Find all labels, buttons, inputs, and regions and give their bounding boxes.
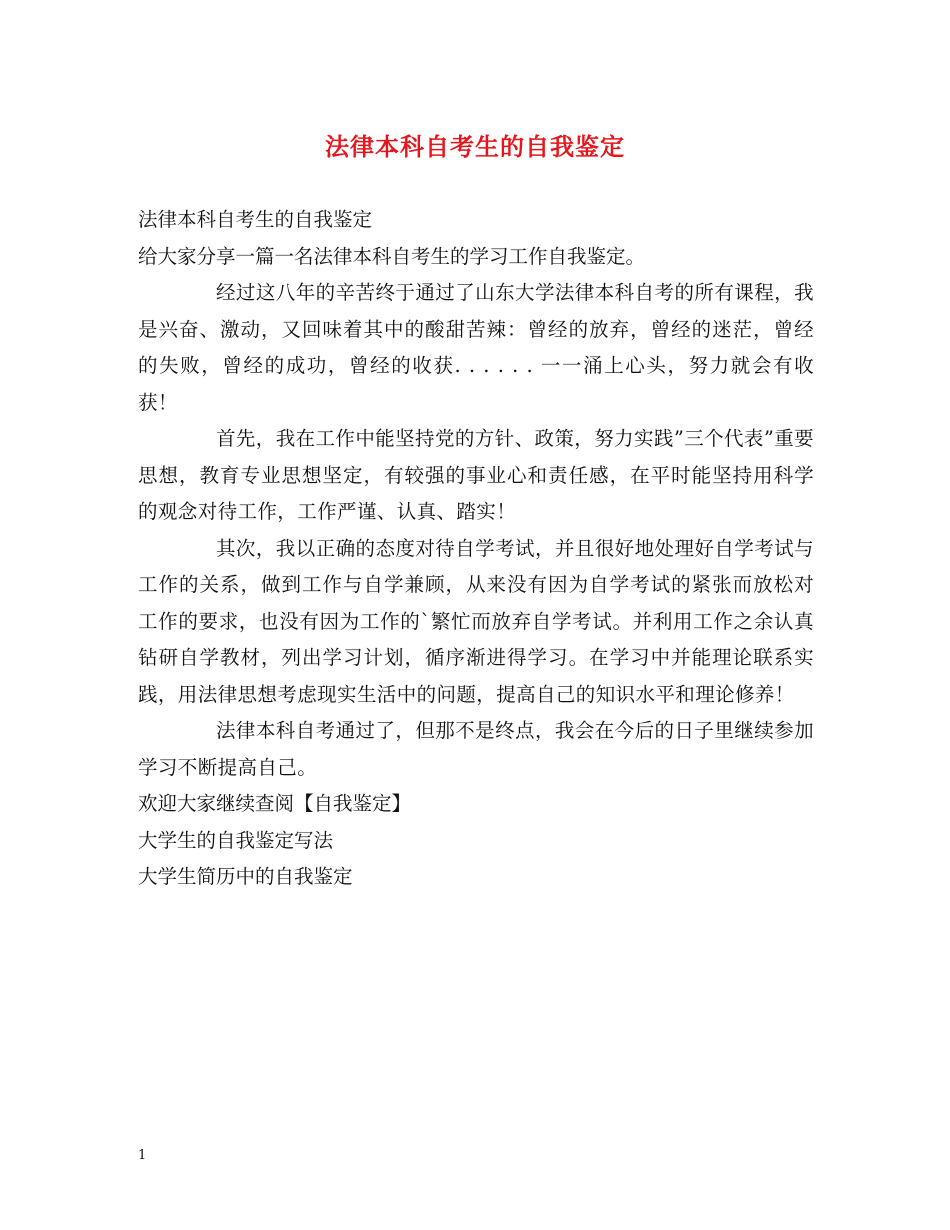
related-link-2[interactable]: 大学生的自我鉴定写法 bbox=[138, 828, 334, 852]
paragraph-4: 法律本科自考通过了，但那不是终点，我会在今后的日子里继续参加学习不断提高自己。 bbox=[138, 719, 814, 779]
paragraph-3: 其次，我以正确的态度对待自学考试，并且很好地处理好自学考试与工作的关系，做到工作与自学兼顾，从来没有因为自学考试的紧张而放松对工作的要求，也没有因为工作的`繁忙而放弃自学考试。并利用工作之余认真钻研自学教材，列出学习计划，循序渐进得学习。在学习中并能理论联系实践，用法律思想考虑现实生活中的问题，提高自己的知识水平和理论修养！ bbox=[138, 536, 814, 706]
document-body bbox=[138, 202, 814, 896]
paragraph-2: 首先，我在工作中能坚持党的方针、政策，努力实践”三个代表”重要思想，教育专业思想坚定，有较强的事业心和责任感，在平时能坚持用科学的观念对待工作，工作严谨、认真、踏实！ bbox=[138, 427, 814, 523]
related-link-3[interactable]: 大学生简历中的自我鉴定 bbox=[138, 865, 353, 888]
document-subtitle: 法律本科自考生的自我鉴定 bbox=[138, 208, 373, 231]
intro-line: 给大家分享一篇一名法律本科自考生的学习工作自我鉴定。 bbox=[138, 244, 646, 268]
related-link-1[interactable]: 欢迎大家继续查阅【自我鉴定】 bbox=[138, 792, 412, 815]
document-title: 法律本科自考生的自我鉴定 bbox=[325, 132, 625, 161]
paragraph-1: 经过这八年的辛苦终于通过了山东大学法律本科自考的所有课程，我是兴奋、激动，又回味着其中的酸甜苦辣：曾经的放弃，曾经的迷茫，曾经的失败，曾经的成功，曾经的收获. . . . . . 一一涌上心头，努力就会有收获！ bbox=[138, 281, 814, 414]
page-number: 1 bbox=[138, 1148, 147, 1163]
